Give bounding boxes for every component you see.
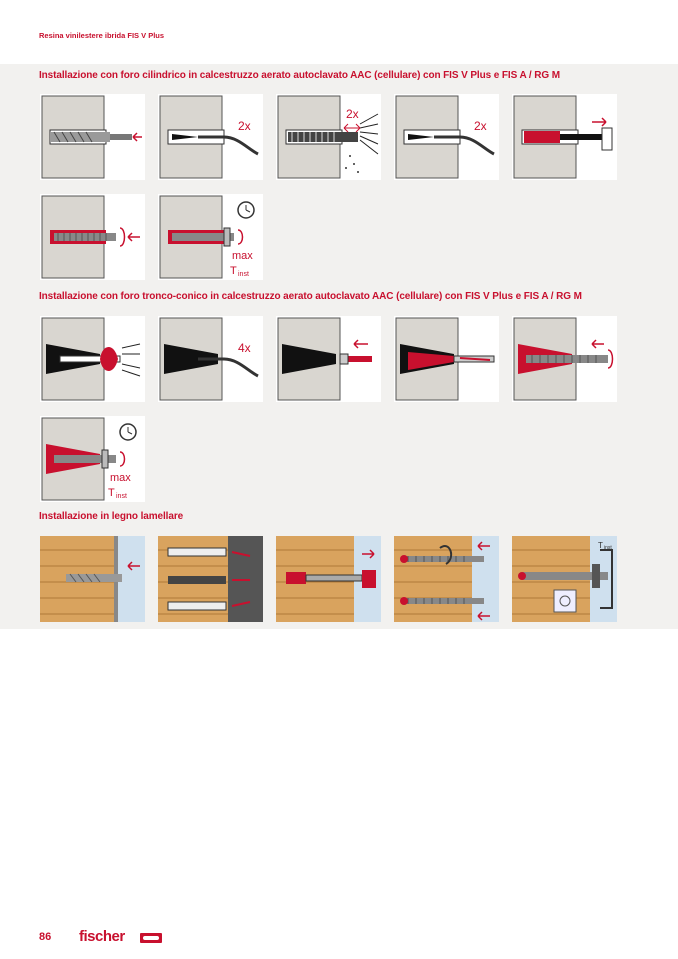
step-wood-drill [40, 536, 145, 622]
section-title-conical: Installazione con foro tronco-conico in calcestruzzo aerato autoclavato AAC (cellulare) con FIS V Plus e FIS A / RG M [39, 291, 582, 302]
step-inject-resin [512, 94, 617, 180]
label-tinst: T [108, 487, 115, 499]
section-title-glulam: Installazione in legno lamellare [39, 511, 184, 522]
label-tinst: T [598, 541, 603, 550]
brand-logo: fischer [79, 928, 125, 945]
step-insert-rod-conical [512, 316, 617, 402]
label-2x: 2x [238, 119, 251, 133]
step-blow-out-2x-repeat [394, 94, 499, 180]
label-tinst-sub: inst [116, 493, 127, 500]
step-wood-torque-tinst [512, 536, 617, 622]
step-undercut-drill [40, 316, 145, 402]
label-tinst-sub: inst [604, 545, 612, 551]
step-clean-4x [158, 316, 263, 402]
running-header: Resina vinilestere ibrida FIS V Plus [39, 31, 165, 40]
step-drill-hole [40, 94, 145, 180]
label-tinst: T [230, 265, 237, 277]
label-2x: 2x [346, 107, 359, 121]
step-blow-out-2x [158, 94, 263, 180]
label-max: max [232, 250, 253, 262]
label-4x: 4x [238, 341, 251, 355]
brand-logo-mark [140, 933, 162, 943]
step-torque-max-tinst [158, 194, 263, 280]
step-wood-inject [276, 536, 381, 622]
label-tinst-sub: inst [238, 271, 249, 278]
step-insert-mixer [276, 316, 381, 402]
section-title-cylindrical: Installazione con foro cilindrico in calcestruzzo aerato autoclavato AAC (cellulare) con FIS V Plus e FIS A / RG M [39, 70, 560, 81]
label-2x: 2x [474, 119, 487, 133]
page-number: 86 [39, 931, 52, 943]
step-torque-conical [40, 416, 145, 502]
step-wood-clean [158, 536, 263, 622]
step-brush-2x [276, 94, 381, 180]
label-max: max [110, 472, 131, 484]
step-fill-resin [394, 316, 499, 402]
step-wood-insert-rod [394, 536, 499, 622]
step-insert-rod [40, 194, 145, 280]
